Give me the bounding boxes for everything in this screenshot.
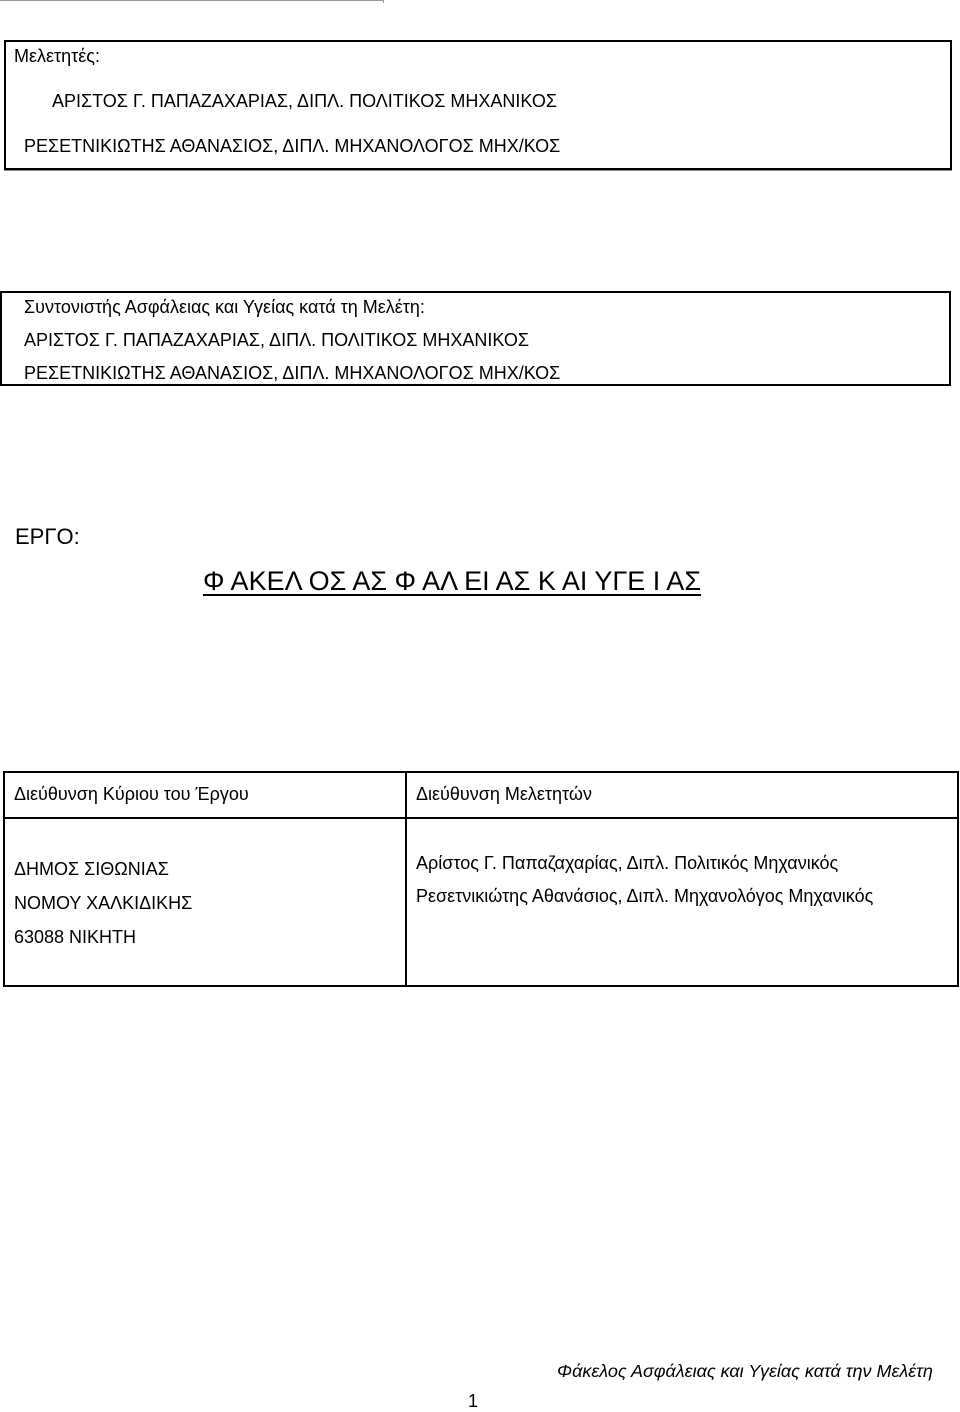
engineer-address-line-1: Αρίστος Γ. Παπαζαχαρίας, Διπλ. Πολιτικός Μηχανικός: [416, 853, 839, 873]
engineer-line-2: ΡΕΣΕΤΝΙΚΙΩΤΗΣ ΑΘΑΝΑΣΙΟΣ, ΔΙΠΛ. ΜΗΧΑΝΟΛΟΓΟΣ ΜΗΧ/ΚΟΣ: [24, 136, 561, 156]
engineers-address-heading: Διεύθυνση Μελετητών: [416, 784, 592, 804]
engineers-heading: Μελετητές:: [14, 46, 100, 66]
owner-address-heading: Διεύθυνση Κύριου του Έργου: [14, 784, 249, 804]
page-top-rule-tick: [383, 0, 384, 3]
addresses-table-column-rule: [405, 773, 407, 985]
owner-address-line-1: ΔΗΜΟΣ ΣΙΘΩΝΙΑΣ: [14, 859, 169, 879]
project-label: ΕΡΓΟ:: [15, 524, 80, 549]
coordinator-heading: Συντονιστής Ασφάλειας και Υγείας κατά τη Μελέτη:: [24, 297, 425, 317]
engineer-address-line-2: Ρεσετνικιώτης Αθανάσιος, Διπλ. Μηχανολόγος Μηχανικός: [416, 886, 874, 906]
addresses-table-header-rule: [5, 817, 957, 819]
document-title: [195, 565, 701, 597]
coordinator-line-1: ΑΡΙΣΤΟΣ Γ. ΠΑΠΑΖΑΧΑΡΙΑΣ, ΔΙΠΛ. ΠΟΛΙΤΙΚΟΣ ΜΗΧΑΝΙΚΟΣ: [24, 330, 529, 350]
owner-address-line-3: 63088 ΝΙΚΗΤΗ: [14, 927, 137, 947]
owner-address-line-2: ΝΟΜΟΥ ΧΑΛΚΙΔΙΚΗΣ: [14, 893, 193, 913]
engineers-box-shadow-rule: [4, 170, 952, 171]
engineer-line-1: ΑΡΙΣΤΟΣ Γ. ΠΑΠΑΖΑΧΑΡΙΑΣ, ΔΙΠΛ. ΠΟΛΙΤΙΚΟΣ ΜΗΧΑΝΙΚΟΣ: [52, 91, 557, 111]
coordinator-line-2: ΡΕΣΕΤΝΙΚΙΩΤΗΣ ΑΘΑΝΑΣΙΟΣ, ΔΙΠΛ. ΜΗΧΑΝΟΛΟΓΟΣ ΜΗΧ/ΚΟΣ: [24, 363, 561, 383]
page-number: 1: [468, 1391, 479, 1411]
footer-document-title: Φάκελος Ασφάλειας και Υγείας κατά την Μελέτη: [557, 1361, 933, 1381]
document-title-text: Φ ΑΚΕΛ ΟΣ ΑΣ Φ ΑΛ ΕΙ ΑΣ Κ ΑΙ ΥΓΕ Ι ΑΣ: [203, 566, 702, 596]
page-top-rule: [0, 0, 383, 1]
